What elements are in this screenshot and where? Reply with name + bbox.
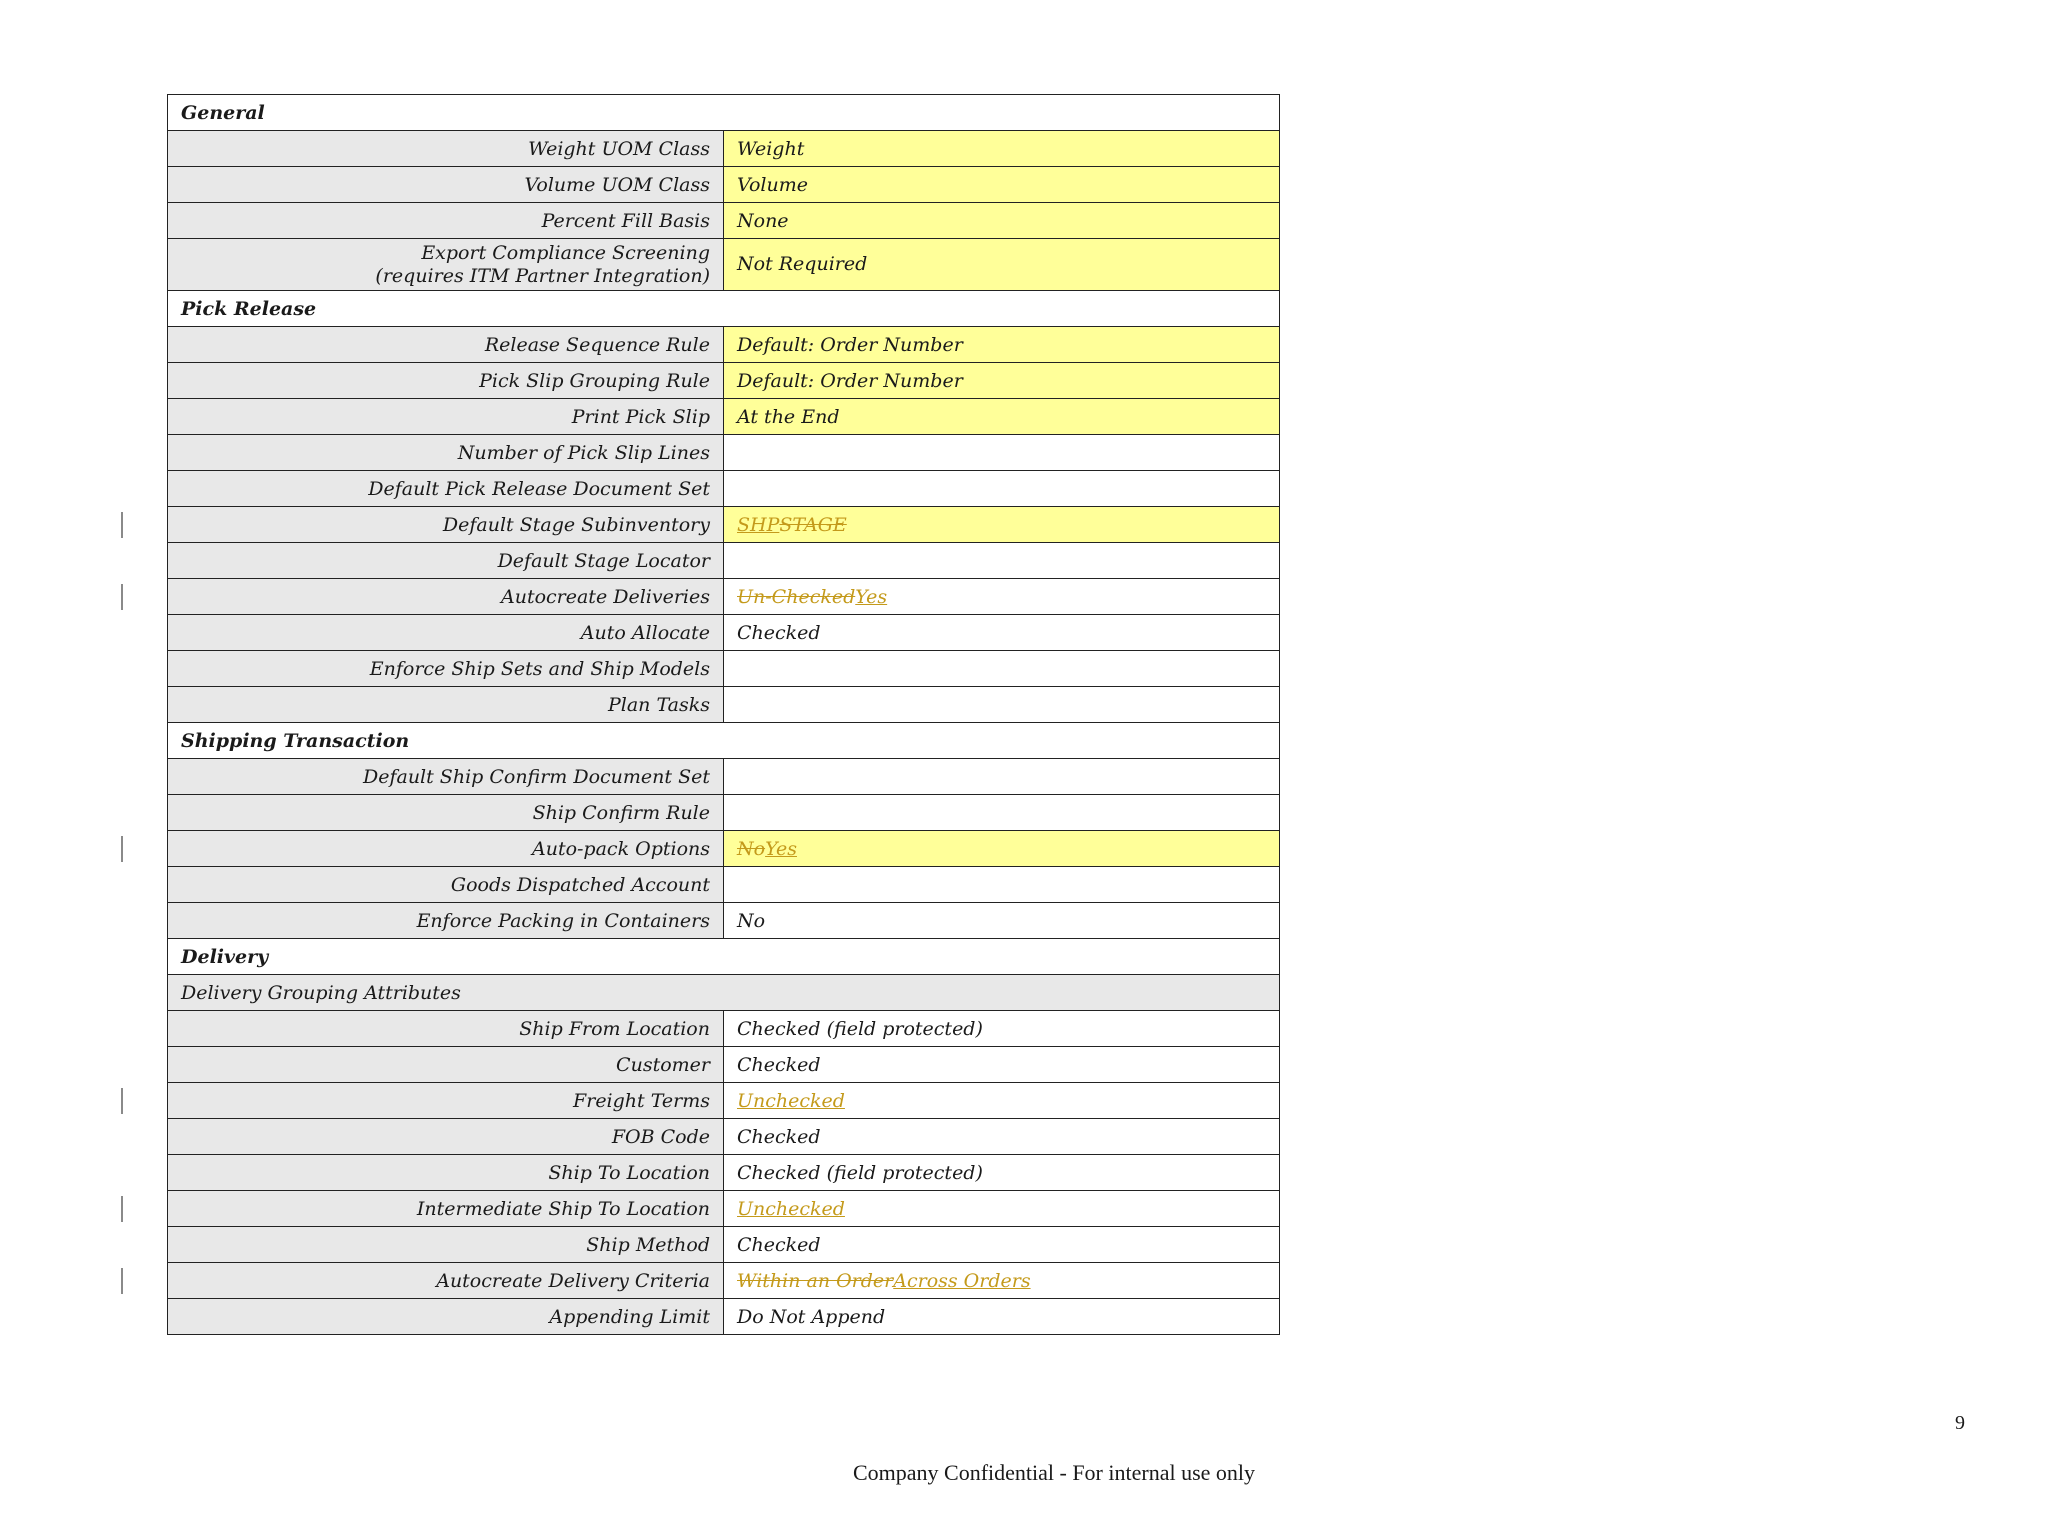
page-number: 9 [1955, 1412, 1965, 1434]
field-label: Weight UOM Class [168, 131, 724, 167]
field-label: Ship To Location [168, 1155, 724, 1191]
table-row [168, 131, 1280, 167]
deleted-text: STAGE [779, 513, 847, 536]
table-row [168, 327, 1280, 363]
field-label: Default Stage Locator [168, 543, 724, 579]
table-row [168, 579, 1280, 615]
field-label: Release Sequence Rule [168, 327, 724, 363]
table-row [168, 543, 1280, 579]
field-label: FOB Code [168, 1119, 724, 1155]
change-bar [121, 584, 123, 610]
field-label: Enforce Packing in Containers [168, 903, 724, 939]
inserted-text: SHP [737, 513, 780, 536]
table-row [168, 1263, 1280, 1299]
field-label: Intermediate Ship To Location [168, 1191, 724, 1227]
field-value [724, 363, 1280, 399]
change-bar [121, 1268, 123, 1294]
value-text: Checked [737, 621, 821, 644]
change-bar [121, 1196, 123, 1222]
inserted-text: Across Orders [893, 1269, 1031, 1292]
value-text: Not Required [737, 253, 868, 275]
inserted-text: Yes [855, 585, 888, 608]
field-value [724, 867, 1280, 903]
table-row [168, 795, 1280, 831]
table-row [168, 1083, 1280, 1119]
change-bar [121, 1088, 123, 1114]
value-text: Checked [737, 1125, 821, 1148]
section-header: General [168, 95, 1280, 131]
subsection-header: Delivery Grouping Attributes [168, 975, 1280, 1011]
field-value [724, 1011, 1280, 1047]
change-bar [121, 512, 123, 538]
table-row [168, 239, 1280, 291]
table-row [168, 1047, 1280, 1083]
field-value [724, 1119, 1280, 1155]
field-label: Default Pick Release Document Set [168, 471, 724, 507]
table-row [168, 1299, 1280, 1335]
field-value [724, 1227, 1280, 1263]
value-text: Default: Order Number [737, 369, 963, 392]
field-value [724, 327, 1280, 363]
field-value [724, 795, 1280, 831]
value-text: None [737, 209, 789, 232]
value-text: Checked [737, 1053, 821, 1076]
inserted-text: Yes [765, 837, 797, 860]
field-label-line: (requires ITM Partner Integration) [375, 264, 710, 287]
field-label: Goods Dispatched Account [168, 867, 724, 903]
table-row [168, 1119, 1280, 1155]
field-value [724, 759, 1280, 795]
field-label: Autocreate Delivery Criteria [168, 1263, 724, 1299]
section-row [168, 723, 1280, 759]
field-value [724, 651, 1280, 687]
table-row [168, 1011, 1280, 1047]
table-row [168, 363, 1280, 399]
field-label: Pick Slip Grouping Rule [168, 363, 724, 399]
field-value [724, 239, 1280, 291]
table-row [168, 471, 1280, 507]
table-row [168, 507, 1280, 543]
field-value [724, 167, 1280, 203]
field-value [724, 1083, 1280, 1119]
value-text: Do Not Append [737, 1305, 886, 1328]
section-header: Shipping Transaction [168, 723, 1280, 759]
table-row [168, 651, 1280, 687]
field-value [724, 543, 1280, 579]
table-row [168, 167, 1280, 203]
table-row [168, 687, 1280, 723]
field-label: Volume UOM Class [168, 167, 724, 203]
field-label: Plan Tasks [168, 687, 724, 723]
value-text: Checked (field protected) [737, 1161, 983, 1184]
inserted-text: Unchecked [737, 1089, 845, 1112]
table-row [168, 435, 1280, 471]
value-text: No [737, 909, 766, 932]
section-row [168, 95, 1280, 131]
deleted-text: Within an Order [737, 1269, 894, 1292]
field-label: Number of Pick Slip Lines [168, 435, 724, 471]
field-label: Auto Allocate [168, 615, 724, 651]
section-header: Delivery [168, 939, 1280, 975]
table-row [168, 203, 1280, 239]
deleted-text: No [737, 837, 766, 860]
value-text: At the End [737, 405, 840, 428]
settings-table [167, 94, 1280, 1335]
settings-table-body [168, 95, 1280, 1335]
field-value [724, 903, 1280, 939]
table-row [168, 615, 1280, 651]
field-label: Default Stage Subinventory [168, 507, 724, 543]
field-value [724, 1047, 1280, 1083]
field-label: Customer [168, 1047, 724, 1083]
table-row [168, 759, 1280, 795]
inserted-text: Unchecked [737, 1197, 845, 1220]
table-row [168, 903, 1280, 939]
field-value [724, 471, 1280, 507]
field-label [168, 239, 724, 291]
field-label: Auto-pack Options [168, 831, 724, 867]
field-label: Freight Terms [168, 1083, 724, 1119]
field-value [724, 579, 1280, 615]
field-label-line: Export Compliance Screening [421, 241, 710, 264]
change-bar [121, 836, 123, 862]
section-row [168, 291, 1280, 327]
value-text: Volume [737, 173, 808, 196]
field-value [724, 1299, 1280, 1335]
field-value [724, 687, 1280, 723]
table-row [168, 399, 1280, 435]
footer-confidential: Company Confidential - For internal use only [852, 1460, 1256, 1485]
field-value [724, 507, 1280, 543]
field-value [724, 615, 1280, 651]
field-value [724, 435, 1280, 471]
field-value [724, 131, 1280, 167]
field-value [724, 1191, 1280, 1227]
field-label: Print Pick Slip [168, 399, 724, 435]
value-text: Checked [737, 1233, 821, 1256]
field-label: Autocreate Deliveries [168, 579, 724, 615]
field-label: Ship From Location [168, 1011, 724, 1047]
field-value [724, 399, 1280, 435]
field-value [724, 1155, 1280, 1191]
value-text: Weight [737, 137, 805, 160]
table-row [168, 1191, 1280, 1227]
table-row [168, 831, 1280, 867]
field-label: Enforce Ship Sets and Ship Models [168, 651, 724, 687]
section-header: Pick Release [168, 291, 1280, 327]
value-text: Default: Order Number [737, 333, 963, 356]
subsection-row [168, 975, 1280, 1011]
deleted-text: Un-Checked [737, 585, 856, 608]
table-row [168, 1227, 1280, 1263]
table-row [168, 867, 1280, 903]
table-row [168, 1155, 1280, 1191]
field-label: Ship Confirm Rule [168, 795, 724, 831]
section-row [168, 939, 1280, 975]
field-label: Appending Limit [168, 1299, 724, 1335]
field-value [724, 1263, 1280, 1299]
field-value [724, 831, 1280, 867]
field-label: Percent Fill Basis [168, 203, 724, 239]
value-text: Checked (field protected) [737, 1017, 983, 1040]
field-label: Ship Method [168, 1227, 724, 1263]
field-value [724, 203, 1280, 239]
field-label: Default Ship Confirm Document Set [168, 759, 724, 795]
